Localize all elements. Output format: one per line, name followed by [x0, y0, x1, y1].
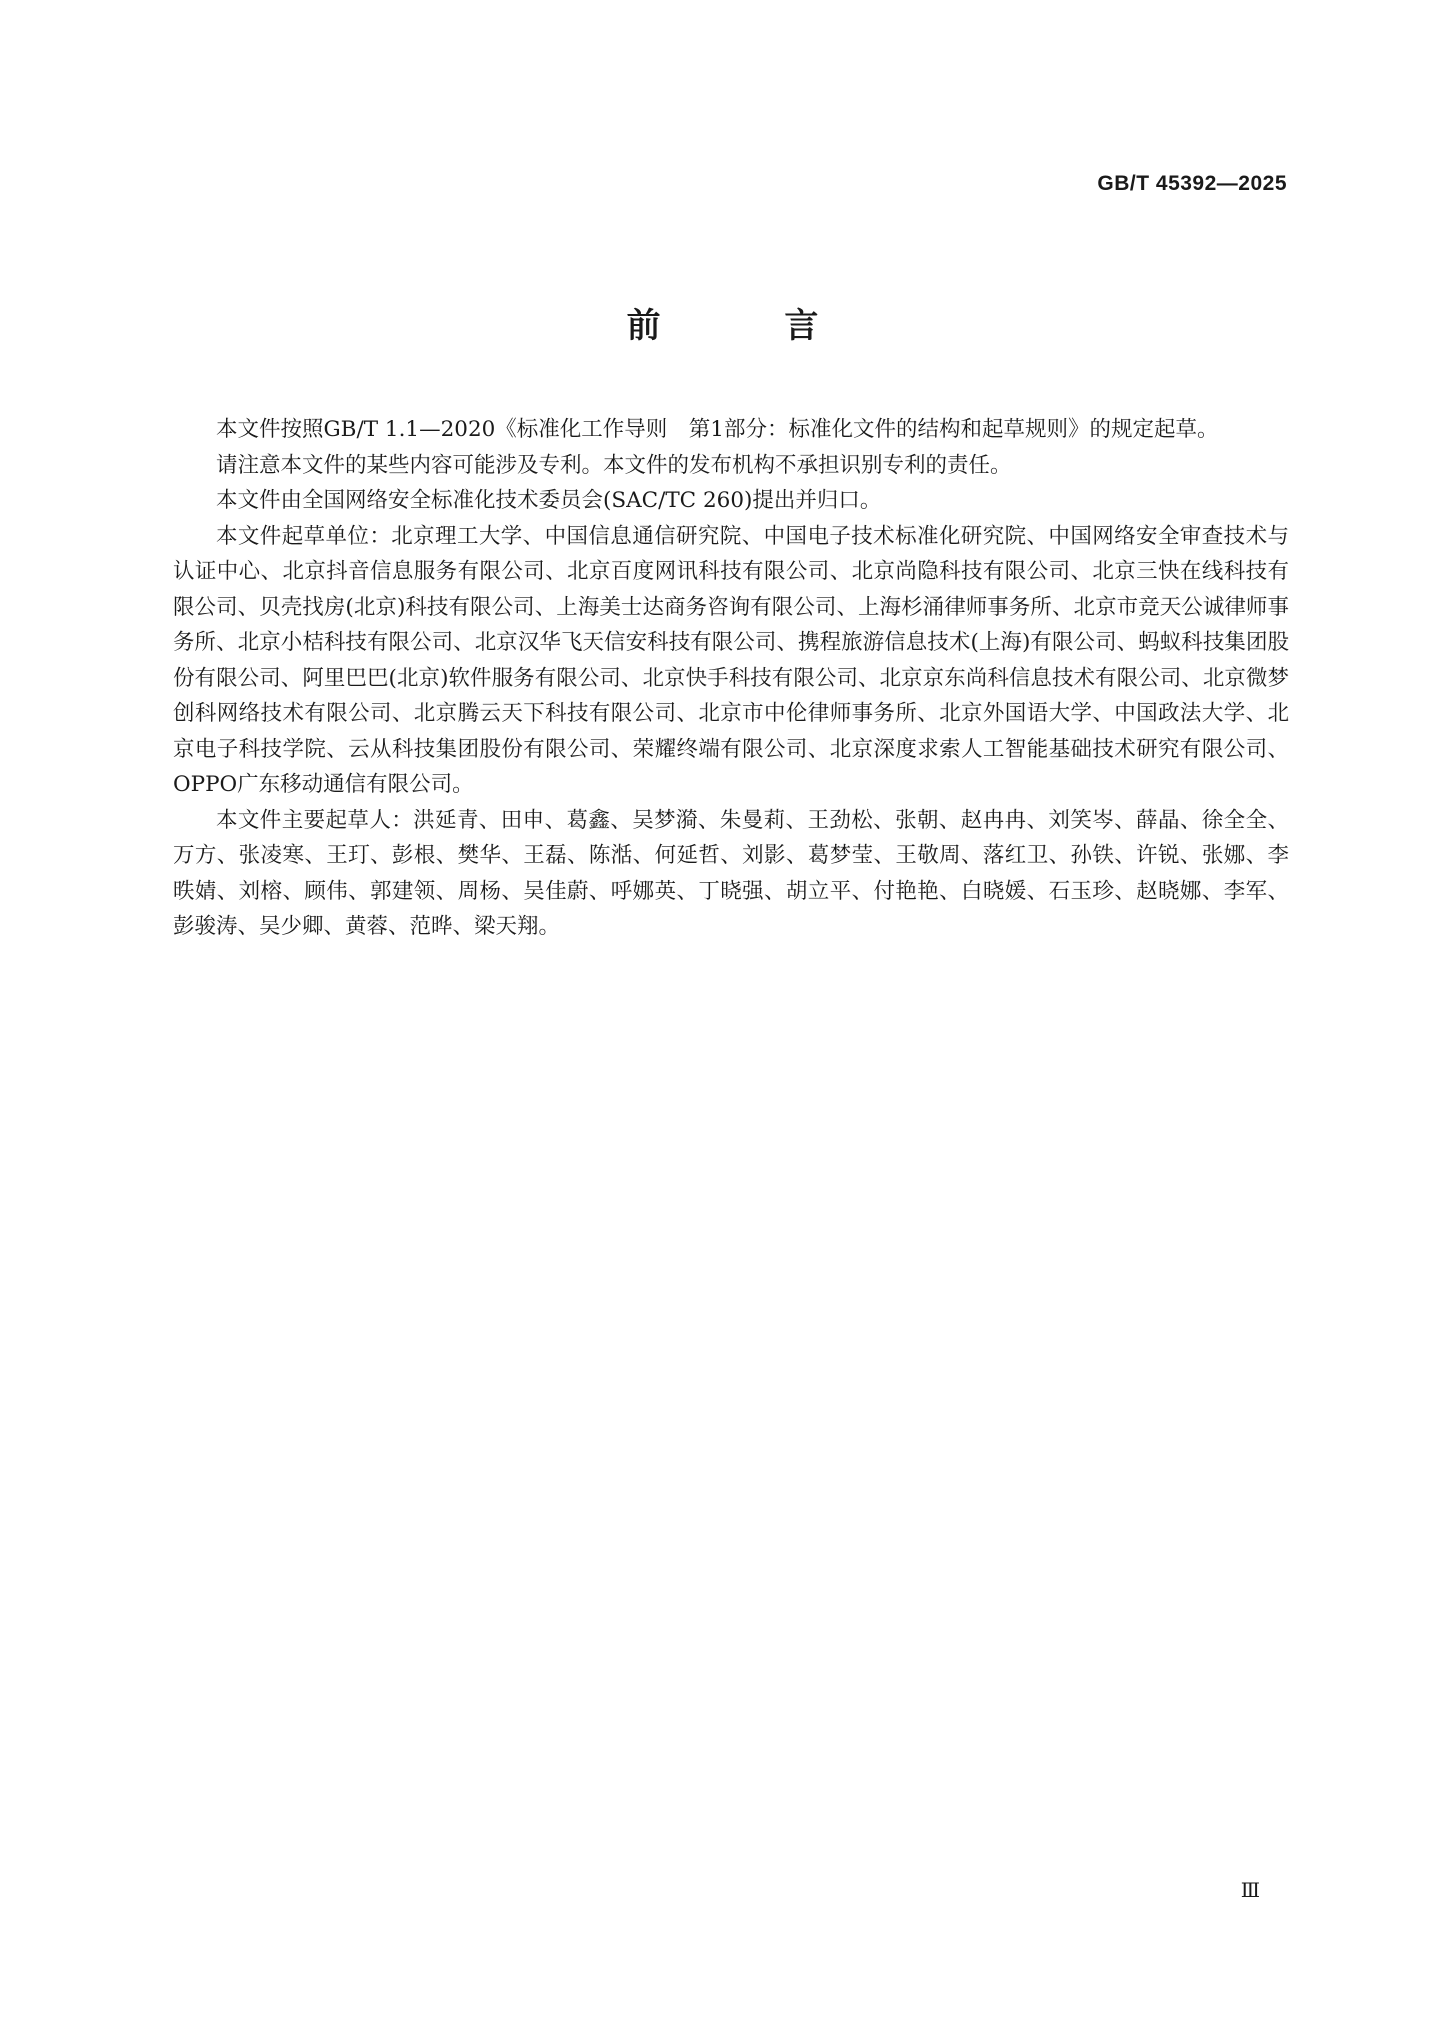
paragraph-drafting-rules: 本文件按照GB/T 1.1—2020《标准化工作导则 第1部分：标准化文件的结构和起草规则》的规定起草。 [216, 417, 1219, 442]
paragraph-drafters: 本文件主要起草人：洪延青、田申、葛鑫、吴梦漪、朱曼莉、王劲松、张朝、赵冉冉、刘笑岑、薛晶、徐全全、万方、张凌寒、王玎、彭根、樊华、王磊、陈湉、何延哲、刘影、葛梦莹、王敬周、落红卫、孙铁、许锐、张娜、李昳婧、刘榕、顾伟、郭建领、周杨、吴佳蔚、呼娜英、丁晓强、胡立平、付艳艳、白晓媛、石玉珍、赵晓娜、李军、彭骏涛、吴少卿、黄蓉、范晔、梁天翔。 [173, 807, 1289, 939]
paragraph-drafting-organizations: 本文件起草单位：北京理工大学、中国信息通信研究院、中国电子技术标准化研究院、中国网络安全审查技术与认证中心、北京抖音信息服务有限公司、北京百度网讯科技有限公司、北京尚隐科技有限公司、北京三快在线科技有限公司、贝壳找房(北京)科技有限公司、上海美士达商务咨询有限公司、上海杉涌律师事务所、北京市竞天公诚律师事务所、北京小桔科技有限公司、北京汉华飞天信安科技有限公司、携程旅游信息技术(上海)有限公司、蚂蚁科技集团股份有限公司、阿里巴巴(北京)软件服务有限公司、北京快手科技有限公司、北京京东尚科信息技术有限公司、北京微梦创科网络技术有限公司、北京腾云天下科技有限公司、北京市中伦律师事务所、北京外国语大学、中国政法大学、北京电子科技学院、云从科技集团股份有限公司、荣耀终端有限公司、北京深度求索人工智能基础技术研究有限公司、OPPO广东移动通信有限公司。 [173, 523, 1290, 797]
foreword-body [173, 412, 1289, 945]
standard-number: GB/T 45392—2025 [1097, 172, 1287, 195]
paragraph-patent-notice: 请注意本文件的某些内容可能涉及专利。本文件的发布机构不承担识别专利的责任。 [216, 452, 1012, 478]
paragraph-proposer: 本文件由全国网络安全标准化技术委员会(SAC/TC 260)提出并归口。 [216, 488, 882, 513]
page-number: Ⅲ [1240, 1878, 1259, 1902]
page-title: 前 言 [626, 306, 875, 346]
